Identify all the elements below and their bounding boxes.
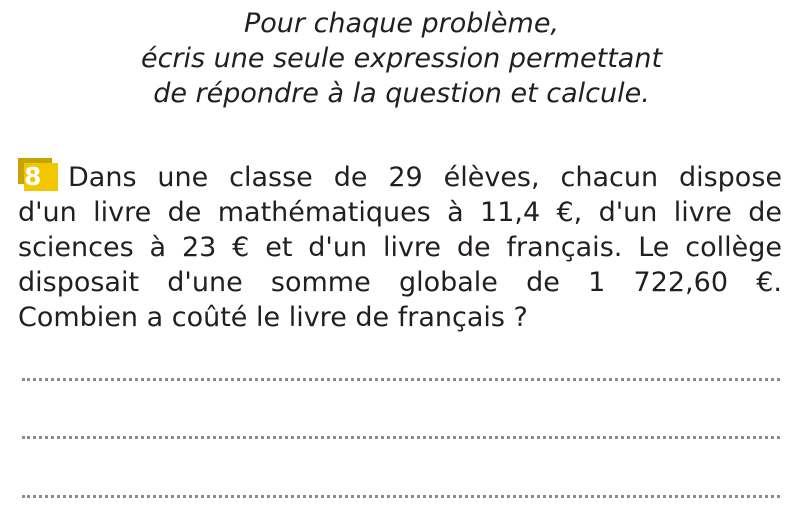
problem-line-1 bbox=[18, 158, 782, 195]
instructions bbox=[0, 6, 803, 111]
problem-line-5: Combien a coûté le livre de français ? bbox=[18, 302, 528, 333]
instruction-line-2: écris une seule expression permettant bbox=[140, 43, 663, 74]
instruction-line-1: Pour chaque problème, bbox=[243, 8, 560, 39]
problem-line-4: disposait d'une somme globale de 1 722,60 €. bbox=[18, 267, 782, 298]
answer-line-1[interactable] bbox=[22, 378, 780, 381]
problem-number: 8 bbox=[24, 163, 58, 191]
answer-line-3[interactable] bbox=[22, 495, 780, 498]
problem-statement bbox=[18, 158, 782, 335]
instruction-line-3: de répondre à la question et calcule. bbox=[153, 78, 650, 109]
problem-number-badge bbox=[18, 158, 58, 189]
answer-line-2[interactable] bbox=[22, 436, 780, 439]
problem-line-1-text: Dans une classe de 29 élèves, chacun dispose bbox=[68, 162, 782, 193]
problem-line-3: sciences à 23 € et d'un livre de français. Le collège bbox=[18, 232, 782, 263]
problem-line-2: d'un livre de mathématiques à 11,4 €, d'un livre de bbox=[18, 197, 782, 228]
